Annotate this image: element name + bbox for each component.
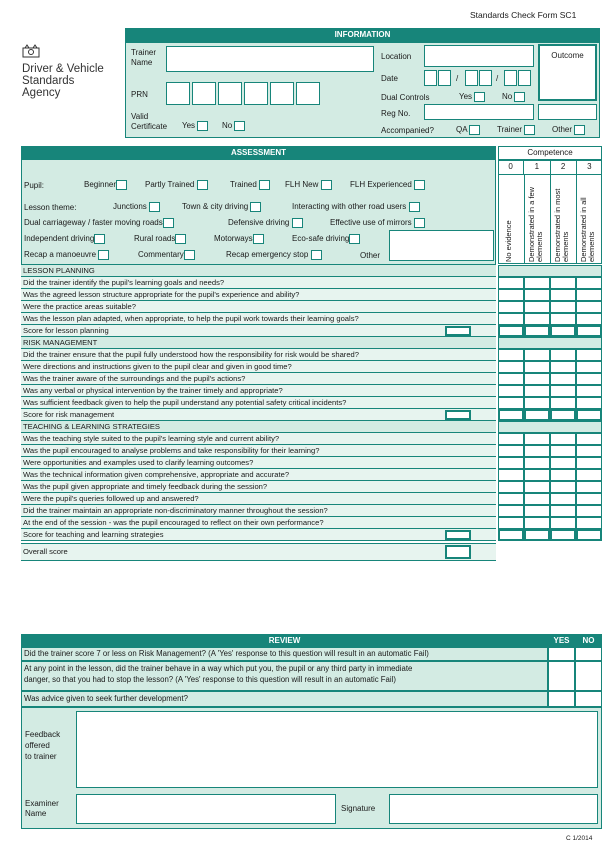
accompanied-qa: QA — [456, 125, 480, 135]
theme-rural-checkbox[interactable] — [175, 234, 186, 244]
score-row: Score for teaching and learning strategies — [21, 529, 496, 541]
review-question-1: Did the trainer score 7 or less on Risk Management? (A 'Yes' response to this question will result in an automatic Fail) — [21, 647, 548, 661]
reg-no-label: Reg No. — [381, 109, 411, 118]
competence-cell-2[interactable] — [550, 313, 576, 325]
theme-dual-carriageway-checkbox[interactable] — [163, 218, 174, 228]
competence-cell-1[interactable] — [524, 505, 550, 517]
theme-mirrors: Effective use of mirrors — [330, 218, 425, 228]
divider — [576, 174, 577, 264]
date-year-2[interactable] — [518, 70, 531, 86]
pupil-partly-trained-checkbox[interactable] — [197, 180, 208, 190]
dual-controls-yes: Yes — [459, 92, 485, 102]
valid-cert-no: No — [222, 121, 245, 131]
theme-recap-emergency-stop-checkbox[interactable] — [311, 250, 322, 260]
assessment-header: ASSESSMENT — [21, 146, 496, 160]
question-row: Were the pupil's queries followed up and answered? — [21, 493, 496, 505]
theme-recap-manoeuvre-checkbox[interactable] — [98, 250, 109, 260]
competence-cell-3[interactable] — [576, 469, 602, 481]
scale-1: 1 — [524, 160, 550, 174]
prn-digit-1[interactable] — [166, 82, 190, 105]
competence-cell-2[interactable] — [550, 445, 576, 457]
score-cell-2[interactable] — [550, 409, 576, 421]
theme-recap-manoeuvre: Recap a manoeuvre — [24, 250, 109, 260]
question-row: Was the pupil given appropriate and timely feedback during the session? — [21, 481, 496, 493]
score-cell-3[interactable] — [576, 529, 602, 541]
competence-cell-0[interactable] — [498, 349, 524, 361]
feedback-field[interactable] — [76, 711, 598, 788]
theme-commentary: Commentary — [138, 250, 195, 260]
accompanied-trainer: Trainer — [497, 125, 535, 135]
competence-cell-3[interactable] — [576, 505, 602, 517]
scale-2: 2 — [551, 160, 577, 174]
location-label: Location — [381, 52, 412, 61]
score-cell-1[interactable] — [524, 409, 550, 421]
dual-controls-yes-checkbox[interactable] — [474, 92, 485, 102]
competence-cell-1[interactable] — [524, 385, 550, 397]
competence-cell-1[interactable] — [524, 493, 550, 505]
competence-cell-2[interactable] — [550, 373, 576, 385]
question-row: Was the agreed lesson structure appropriate for the pupil's experience and ability? — [21, 289, 496, 301]
theme-junctions: Junctions — [113, 202, 160, 212]
dual-controls-no-checkbox[interactable] — [514, 92, 525, 102]
score-cell-0[interactable] — [498, 409, 524, 421]
agency-name-line3: Agency — [22, 87, 61, 99]
competence-cell-3[interactable] — [576, 493, 602, 505]
date-year-1[interactable] — [504, 70, 517, 86]
score-total-box[interactable] — [445, 326, 471, 336]
review-question-3: Was advice given to seek further development? — [21, 691, 548, 707]
theme-motorways-checkbox[interactable] — [253, 234, 264, 244]
outcome-label: Outcome — [551, 51, 584, 60]
theme-mirrors-checkbox[interactable] — [414, 218, 425, 228]
valid-cert-yes: Yes — [182, 121, 208, 131]
competence-cell-3[interactable] — [576, 457, 602, 469]
score-total-box[interactable] — [445, 530, 471, 540]
valid-certificate-label-1: Valid — [131, 112, 149, 121]
accompanied-other-checkbox[interactable] — [574, 125, 585, 135]
prn-digit-6[interactable] — [296, 82, 320, 105]
question-row: Were the practice areas suitable? — [21, 301, 496, 313]
score-cell-2[interactable] — [550, 325, 576, 337]
date-separator: / — [496, 74, 499, 83]
question-row: Did the trainer ensure that the pupil fully understood how the responsibility for risk would be shared? — [21, 349, 496, 361]
competence-cell-0[interactable] — [498, 385, 524, 397]
question-row: Was the pupil encouraged to analyse problems and take responsibility for their learning? — [21, 445, 496, 457]
prn-label: PRN — [131, 90, 148, 99]
accompanied-label: Accompanied? — [381, 126, 434, 135]
theme-eco-safe: Eco-safe driving — [292, 234, 360, 244]
agency-name-line1: Driver & Vehicle — [22, 63, 104, 75]
competence-cell-3[interactable] — [576, 301, 602, 313]
competence-cell-0[interactable] — [498, 517, 524, 529]
theme-eco-safe-checkbox[interactable] — [349, 234, 360, 244]
information-header: INFORMATION — [125, 28, 600, 42]
competence-cell-3[interactable] — [576, 277, 602, 289]
competence-cell-0[interactable] — [498, 289, 524, 301]
competence-cell-1[interactable] — [524, 517, 550, 529]
competence-cell-3[interactable] — [576, 289, 602, 301]
theme-other-field[interactable] — [389, 230, 494, 261]
competence-cell-0[interactable] — [498, 277, 524, 289]
score-cell-3[interactable] — [576, 409, 602, 421]
pupil-label: Pupil: — [24, 181, 45, 190]
question-row: Were directions and instructions given to the pupil clear and given in good time? — [21, 361, 496, 373]
competence-cell-3[interactable] — [576, 385, 602, 397]
theme-recap-emergency-stop: Recap emergency stop — [226, 250, 322, 260]
scale-3: 3 — [587, 162, 592, 171]
form-reference: Standards Check Form SC1 — [470, 10, 577, 20]
competence-cell-2[interactable] — [550, 505, 576, 517]
examiner-name-label — [25, 799, 59, 819]
competence-cell-1[interactable] — [524, 349, 550, 361]
valid-cert-no-checkbox[interactable] — [234, 121, 245, 131]
pupil-beginner-checkbox[interactable] — [116, 180, 127, 190]
prn-digit-3[interactable] — [218, 82, 242, 105]
competence-cell-0[interactable] — [498, 433, 524, 445]
competence-cell-2[interactable] — [550, 277, 576, 289]
competence-cell-2[interactable] — [550, 361, 576, 373]
question-row: Did the trainer identify the pupil's learning goals and needs? — [21, 277, 496, 289]
pupil-flh-new-checkbox[interactable] — [321, 180, 332, 190]
competence-cell-0[interactable] — [498, 397, 524, 409]
theme-town-city: Town & city driving — [182, 202, 261, 212]
signature-field[interactable] — [389, 794, 598, 824]
trainer-name-field[interactable] — [166, 46, 374, 72]
theme-interacting: Interacting with other road users — [292, 202, 420, 212]
review-question-2 — [21, 661, 548, 691]
theme-town-city-checkbox[interactable] — [250, 202, 261, 212]
theme-dual-carriageway: Dual carriageway / faster moving roads — [24, 218, 174, 228]
pupil-trained-checkbox[interactable] — [259, 180, 270, 190]
question-row: Was any verbal or physical intervention by the trainer timely and appropriate? — [21, 385, 496, 397]
lesson-theme-label: Lesson theme: — [24, 203, 77, 212]
agency-logo — [22, 44, 122, 99]
overall-score-row: Overall score — [21, 543, 496, 561]
review-q2-no[interactable] — [575, 661, 602, 691]
score-row: Score for lesson planning — [21, 325, 496, 337]
score-cell-1[interactable] — [524, 529, 550, 541]
competence-cell-1[interactable] — [524, 301, 550, 313]
competence-cell-2[interactable] — [550, 481, 576, 493]
feedback-label-line2: offered — [25, 741, 50, 750]
review-q1-yes[interactable] — [548, 647, 575, 661]
competence-cell-0[interactable] — [498, 445, 524, 457]
competence-cell-1[interactable] — [524, 433, 550, 445]
competence-cell-3[interactable] — [576, 397, 602, 409]
scale-label-3: Demonstrated in all elements — [579, 197, 596, 262]
review-q3-no[interactable] — [575, 691, 602, 707]
scale-0: 0 — [498, 160, 524, 174]
competence-cell-0[interactable] — [498, 505, 524, 517]
question-row: At the end of the session - was the pupil encouraged to reflect on their own performance? — [21, 517, 496, 529]
question-row: Was the teaching style suited to the pupil's learning style and current ability? — [21, 433, 496, 445]
competence-cell-3[interactable] — [576, 481, 602, 493]
examiner-label-line2: Name — [25, 809, 47, 818]
competence-cell-2[interactable] — [550, 385, 576, 397]
section-header-spacer — [498, 421, 602, 433]
review-header: REVIEW — [21, 634, 548, 647]
competence-cell-1[interactable] — [524, 481, 550, 493]
theme-motorways: Motorways — [214, 234, 264, 244]
date-month-1[interactable] — [465, 70, 478, 86]
competence-cell-0[interactable] — [498, 313, 524, 325]
feedback-label — [25, 729, 60, 762]
review-q1-no[interactable] — [575, 647, 602, 661]
pupil-partly-trained: Partly Trained — [145, 180, 208, 190]
feedback-label-line3: to trainer — [25, 752, 57, 761]
divider — [524, 174, 525, 264]
prn-digit-5[interactable] — [270, 82, 294, 105]
competence-cell-1[interactable] — [524, 289, 550, 301]
theme-other-label: Other — [360, 251, 381, 260]
date-month-2[interactable] — [479, 70, 492, 86]
competence-cell-1[interactable] — [524, 277, 550, 289]
question-row: Were opportunities and examples used to clarify learning outcomes? — [21, 457, 496, 469]
overall-score-box[interactable] — [445, 545, 471, 559]
dual-controls-no: No — [502, 92, 525, 102]
reg-no-field[interactable] — [424, 104, 534, 120]
competence-cell-2[interactable] — [550, 433, 576, 445]
accompanied-trainer-checkbox[interactable] — [524, 125, 535, 135]
scale-label-0: No evidence — [504, 220, 513, 262]
competence-cell-3[interactable] — [576, 433, 602, 445]
section-title: LESSON PLANNING — [21, 265, 496, 277]
review-q2-yes[interactable] — [548, 661, 575, 691]
review-question-2-line2: danger, so that you had to stop the lesson? (A 'Yes' response to this question will result in an automatic Fail) — [24, 674, 396, 684]
date-day-2[interactable] — [438, 70, 451, 86]
theme-interacting-checkbox[interactable] — [409, 202, 420, 212]
divider — [498, 174, 602, 175]
competence-scale-numbers — [498, 160, 602, 174]
competence-cell-0[interactable] — [498, 361, 524, 373]
footer-version: C 1/2014 — [566, 835, 593, 842]
location-field[interactable] — [424, 45, 534, 67]
competence-cell-3[interactable] — [576, 445, 602, 457]
score-cell-0[interactable] — [498, 325, 524, 337]
competence-cell-3[interactable] — [576, 373, 602, 385]
competence-header: Competence — [498, 146, 602, 160]
theme-commentary-checkbox[interactable] — [184, 250, 195, 260]
competence-cell-0[interactable] — [498, 493, 524, 505]
competence-cell-0[interactable] — [498, 301, 524, 313]
competence-cell-2[interactable] — [550, 349, 576, 361]
question-row: Did the trainer maintain an appropriate non-discriminatory manner throughout the session? — [21, 505, 496, 517]
score-total-box[interactable] — [445, 410, 471, 420]
examiner-label-line1: Examiner — [25, 799, 59, 808]
competence-cell-2[interactable] — [550, 397, 576, 409]
scale-label-1: Demonstrated in a few elements — [527, 186, 544, 262]
competence-cell-0[interactable] — [498, 457, 524, 469]
dual-controls-label: Dual Controls — [381, 93, 430, 102]
competence-cell-0[interactable] — [498, 469, 524, 481]
competence-cell-1[interactable] — [524, 397, 550, 409]
date-separator: / — [456, 74, 459, 83]
pupil-flh-experienced-checkbox[interactable] — [414, 180, 425, 190]
competence-cell-2[interactable] — [550, 517, 576, 529]
competence-cell-0[interactable] — [498, 481, 524, 493]
competence-cell-1[interactable] — [524, 469, 550, 481]
competence-cell-1[interactable] — [524, 457, 550, 469]
prn-digit-2[interactable] — [192, 82, 216, 105]
review-question-2-line1: At any point in the lesson, did the trainer behave in a way which put you, the pupil or any third party in immediate — [24, 664, 413, 673]
competence-cell-1[interactable] — [524, 373, 550, 385]
review-no-header: NO — [575, 634, 602, 647]
valid-cert-yes-checkbox[interactable] — [197, 121, 208, 131]
trainer-name-label: Trainer Name — [131, 48, 157, 67]
competence-cell-3[interactable] — [576, 313, 602, 325]
competence-cell-0[interactable] — [498, 373, 524, 385]
review-q3-yes[interactable] — [548, 691, 575, 707]
score-row: Score for risk management — [21, 409, 496, 421]
accompanied-qa-checkbox[interactable] — [469, 125, 480, 135]
theme-rural: Rural roads — [134, 234, 186, 244]
competence-cell-2[interactable] — [550, 289, 576, 301]
question-row: Was the technical information given comprehensive, appropriate and accurate? — [21, 469, 496, 481]
feedback-label-line1: Feedback — [25, 730, 61, 739]
agency-name-line2: Standards — [22, 75, 75, 87]
theme-junctions-checkbox[interactable] — [149, 202, 160, 212]
pupil-trained: Trained — [230, 180, 270, 190]
crest-icon — [22, 44, 40, 58]
outcome-code-field[interactable] — [538, 104, 597, 120]
pupil-beginner: Beginner — [84, 180, 127, 190]
outcome-box[interactable] — [538, 44, 597, 101]
competence-cell-3[interactable] — [576, 361, 602, 373]
competence-cell-2[interactable] — [550, 493, 576, 505]
theme-defensive: Defensive driving — [228, 218, 303, 228]
theme-independent-checkbox[interactable] — [94, 234, 105, 244]
competence-cell-3[interactable] — [576, 517, 602, 529]
question-row: Was the lesson plan adapted, when appropriate, to help the pupil work towards their learning goals? — [21, 313, 496, 325]
accompanied-other: Other — [552, 125, 585, 135]
review-yes-header: YES — [548, 634, 575, 647]
competence-cell-1[interactable] — [524, 313, 550, 325]
competence-cell-2[interactable] — [550, 469, 576, 481]
date-label: Date — [381, 74, 398, 83]
valid-certificate-label: Certificate — [131, 122, 168, 131]
section-title: RISK MANAGEMENT — [21, 337, 496, 349]
score-cell-2[interactable] — [550, 529, 576, 541]
competence-cell-2[interactable] — [550, 301, 576, 313]
prn-digit-4[interactable] — [244, 82, 268, 105]
section-title: TEACHING & LEARNING STRATEGIES — [21, 421, 496, 433]
score-cell-1[interactable] — [524, 325, 550, 337]
theme-independent: Independent driving — [24, 234, 105, 244]
competence-cell-1[interactable] — [524, 445, 550, 457]
question-row: Was the trainer aware of the surroundings and the pupil's actions? — [21, 373, 496, 385]
question-row: Was sufficient feedback given to help the pupil understand any potential safety critical incidents? — [21, 397, 496, 409]
competence-cell-3[interactable] — [576, 349, 602, 361]
competence-cell-1[interactable] — [524, 361, 550, 373]
score-cell-3[interactable] — [576, 325, 602, 337]
pupil-flh-experienced: FLH Experienced — [350, 180, 425, 190]
competence-cell-2[interactable] — [550, 457, 576, 469]
section-header-spacer — [498, 337, 602, 349]
score-cell-0[interactable] — [498, 529, 524, 541]
pupil-flh-new: FLH New — [285, 180, 332, 190]
section-header-spacer — [498, 265, 602, 277]
date-day-1[interactable] — [424, 70, 437, 86]
examiner-name-field[interactable] — [76, 794, 336, 824]
scale-label-2: Demonstrated in most elements — [553, 188, 570, 262]
divider — [550, 174, 551, 264]
signature-label: Signature — [341, 804, 376, 813]
theme-defensive-checkbox[interactable] — [292, 218, 303, 228]
